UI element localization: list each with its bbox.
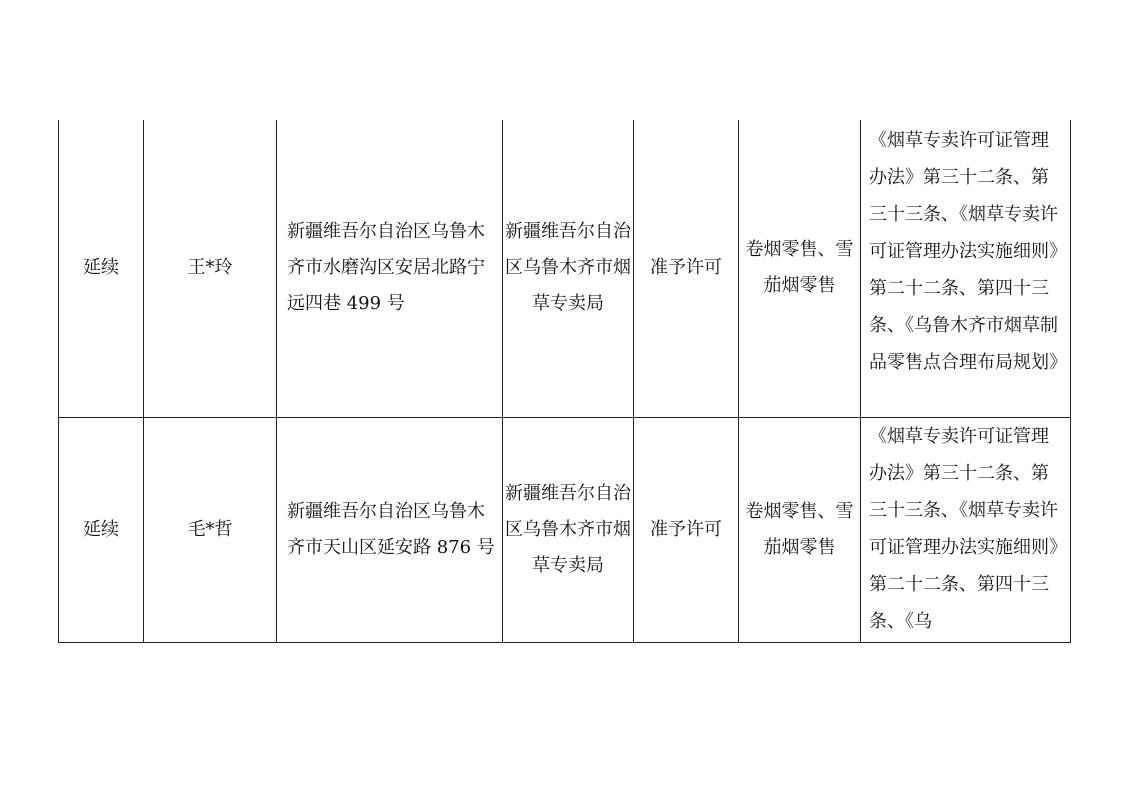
applicant-cell: 毛*哲: [144, 417, 277, 642]
table-row: [59, 417, 1071, 642]
legal-basis-text: 《烟草专卖许可证管理办法》第三十二条、第三十三条、《烟草专卖许可证管理办法实施细则》第二十二条、第四十三条、《乌: [869, 425, 1058, 632]
change-type-cell: 延续: [59, 417, 144, 642]
change-type-cell: 延续: [59, 120, 144, 417]
address-cell: 新疆维吾尔自治区乌鲁木齐市水磨沟区安居北路宁远四巷 499 号: [277, 120, 503, 417]
table-row: [59, 120, 1071, 417]
legal-basis-cell: [861, 417, 1071, 642]
address-cell: 新疆维吾尔自治区乌鲁木齐市天山区延安路 876 号: [277, 417, 503, 642]
legal-basis-cell: [861, 120, 1071, 417]
authority-cell: 新疆维吾尔自治区乌鲁木齐市烟草专卖局: [503, 120, 634, 417]
authority-cell: 新疆维吾尔自治区乌鲁木齐市烟草专卖局: [503, 417, 634, 642]
decision-cell: 准予许可: [634, 120, 739, 417]
legal-basis-text: 《烟草专卖许可证管理办法》第三十二条、第三十三条、《烟草专卖许可证管理办法实施细则》第二十二条、第四十三条、《乌鲁木齐市烟草制品零售点合理布局规划》: [869, 130, 1067, 373]
license-scope-cell: 卷烟零售、雪茄烟零售: [739, 120, 861, 417]
applicant-cell: 王*玲: [144, 120, 277, 417]
permit-table: [58, 120, 1071, 643]
decision-cell: 准予许可: [634, 417, 739, 642]
license-scope-cell: 卷烟零售、雪茄烟零售: [739, 417, 861, 642]
